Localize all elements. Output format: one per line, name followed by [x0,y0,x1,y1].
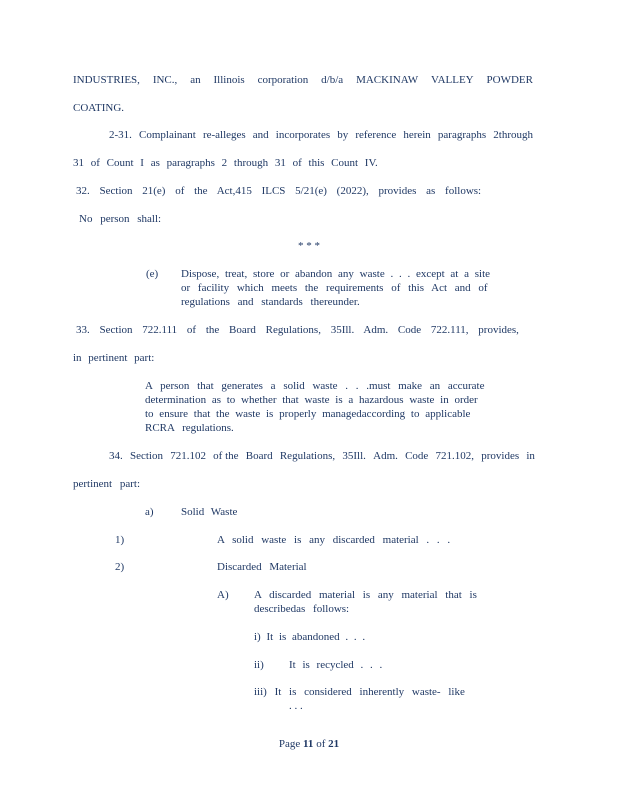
quote-33-line-2: determination as to whether that waste is a hazardous waste in order [145,394,478,406]
heading-line-1 [73,74,533,87]
paragraph-34-line-1 [109,450,535,463]
quote-e-line-1: Dispose, treat, store or abandon any waste . . . except at a site [181,268,491,280]
list-A-line-1: A discarded material is any material that is [254,589,477,601]
text-fragment: INC., [152,74,178,86]
section-break-stars: * * * [298,240,320,252]
text-fragment: MACKINAW [356,74,419,86]
text-fragment: herein [403,129,431,141]
paragraph-34-line-2: pertinent part: [73,478,141,490]
paragraph-33-line-2: in pertinent part: [73,352,155,364]
quote-e-line-2: or facility which meets the requirements of this Act and of [181,282,488,294]
text-fragment: Illinois [213,74,245,86]
text-fragment: 34. [109,450,123,462]
paragraph-32-line-1: 32. Section 21(e) of the Act,415 ILCS 5/21(e) (2022), provides as follows: [76,185,482,197]
text-fragment: provides [481,450,520,462]
paragraph-2-31-line-2: 31 of Count I as paragraphs 2 through 31 of this Count IV. [73,157,378,169]
text-fragment: 2-31. [109,129,132,141]
text-fragment: Code [405,450,429,462]
heading-line-2: COATING. [73,102,125,114]
text-fragment: 721.102 [170,450,206,462]
paragraph-2-31-line-1 [109,129,533,142]
text-fragment: 35Ill. [342,450,366,462]
text-fragment: d/b/a [321,74,344,86]
quote-33-line-1: A person that generates a solid waste . . .must make an accurate [145,380,485,392]
text-fragment: of the [213,450,239,462]
text-fragment: by [337,129,349,141]
text-fragment: 721.102, [435,450,475,462]
footer-of-word: of [316,738,326,750]
footer-page-total: 21 [328,738,340,750]
text-fragment: corporation [257,74,309,86]
paragraph-33-line-1: 33. Section 722.111 of the Board Regulations, 35Ill. Adm. Code 722.111, provides, [76,324,519,336]
list-2-text: Discarded Material [217,561,307,573]
text-fragment: Section [129,450,163,462]
page-footer [0,738,618,751]
text-fragment: re-alleges [202,129,246,141]
text-fragment: INDUSTRIES, [73,74,140,86]
text-fragment: Adm. [373,450,398,462]
list-i: i) It is abandoned . . . [254,631,366,643]
paragraph-32-line-2: No person shall: [79,213,162,225]
text-fragment: Regulations, [279,450,336,462]
list-a-text: Solid Waste [181,506,238,518]
quote-33-line-3: to ensure that the waste is properly managedaccording to applicable [145,408,471,420]
text-fragment: incorporates [275,129,331,141]
list-ii-label: ii) [254,659,264,671]
footer-page-word: Page [278,738,301,750]
quote-33-line-4: RCRA regulations. [145,422,234,434]
text-fragment: POWDER [486,74,533,86]
footer-page-number: 11 [303,738,314,750]
list-1-text: A solid waste is any discarded material . . . [217,534,451,546]
text-fragment: Complainant [139,129,196,141]
text-fragment: Board [245,450,273,462]
list-2-label: 2) [115,561,125,573]
list-A-label: A) [217,589,229,601]
text-fragment: 2through [493,129,533,141]
text-fragment: paragraphs [437,129,487,141]
text-fragment: an [190,74,201,86]
list-A-line-2: describedas follows: [254,603,350,615]
text-fragment: in [526,450,535,462]
quote-e-label: (e) [146,268,159,280]
text-fragment: and [252,129,269,141]
list-iii-line-2: . . . [289,700,303,712]
list-iii-line-1: iii) It is considered inherently waste- like [254,686,465,698]
list-ii-text: It is recycled . . . [289,659,383,671]
text-fragment: VALLEY [431,74,474,86]
quote-e-line-3: regulations and standards thereunder. [181,296,360,308]
list-a-label: a) [145,506,154,518]
list-1-label: 1) [115,534,125,546]
text-fragment: reference [355,129,397,141]
